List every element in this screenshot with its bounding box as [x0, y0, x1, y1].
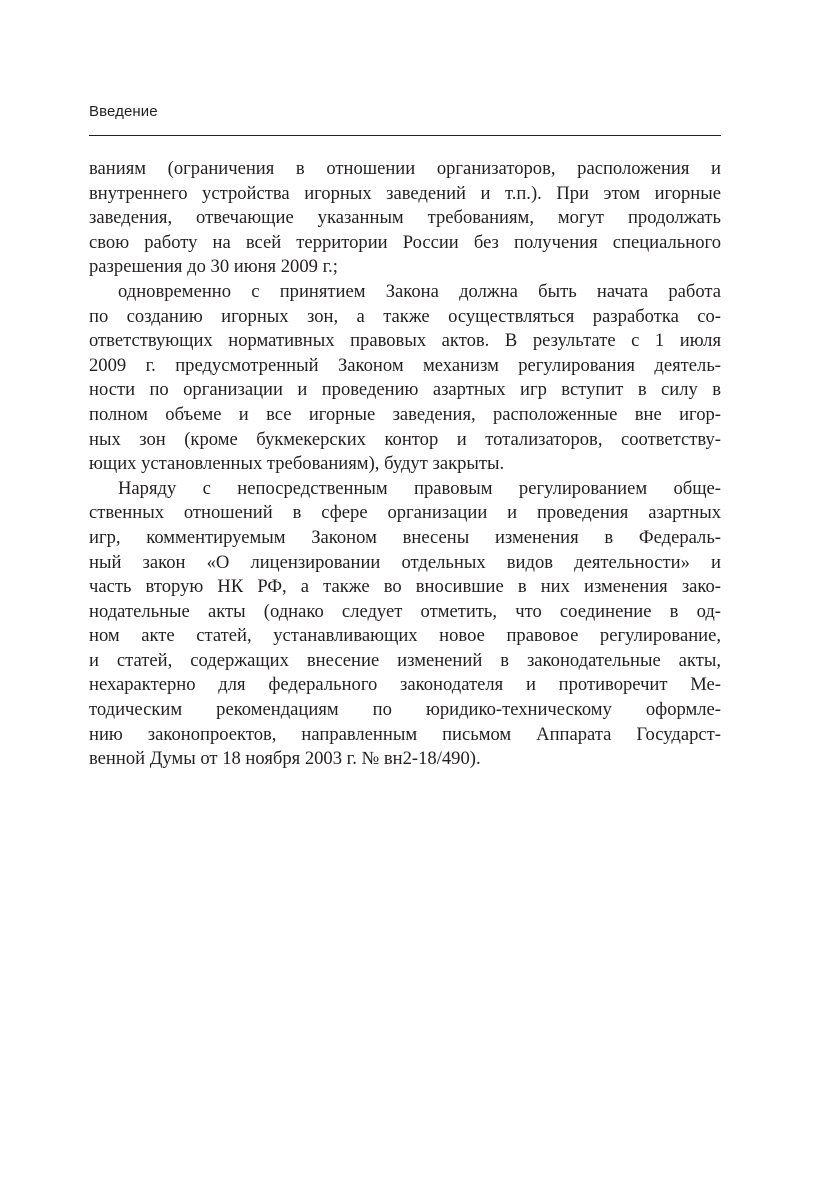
- text-line: заведения, отвечающие указанным требованиям, могут продолжать: [89, 207, 721, 229]
- running-head-title: Введение: [89, 103, 158, 120]
- text-line: внутреннего устройства игорных заведений и т.п.). При этом игорные: [89, 182, 721, 204]
- text-line: ющих установленных требованиям), будут закрыты.: [89, 453, 505, 475]
- text-line: ности по организации и проведению азартных игр вступит в силу в: [89, 379, 721, 401]
- text-line: свою работу на всей территории России без получения специального: [89, 231, 721, 253]
- text-line: игр, комментируемым Законом внесены изменения в Федераль-: [89, 526, 721, 548]
- text-line: Наряду с непосредственным правовым регулированием обще-: [118, 477, 721, 499]
- text-line: по созданию игорных зон, а также осуществляться разработка со-: [89, 305, 721, 327]
- text-line: и статей, содержащих внесение изменений в законодательные акты,: [89, 649, 721, 671]
- text-line: нехарактерно для федерального законодателя и противоречит Ме-: [89, 674, 721, 696]
- text-line: полном объеме и все игорные заведения, расположенные вне игор-: [89, 403, 721, 425]
- text-line: разрешения до 30 июня 2009 г.;: [89, 256, 338, 278]
- text-line: ваниям (ограничения в отношении организаторов, расположения и: [89, 158, 721, 179]
- page-header: [89, 101, 721, 136]
- text-line: нодательные акты (однако следует отметить, что соединение в од-: [89, 600, 721, 622]
- text-line: 2009 г. предусмотренный Законом механизм регулирования деятель-: [89, 354, 721, 376]
- text-line: ном акте статей, устанавливающих новое правовое регулирование,: [89, 625, 721, 647]
- body-text: [89, 157, 721, 772]
- text-line: венной Думы от 18 ноября 2003 г. № вн2-18/490).: [89, 748, 481, 770]
- text-line: часть вторую НК РФ, а также во вносившие в них изменения зако-: [89, 576, 721, 598]
- text-line: одновременно с принятием Закона должна быть начата работа: [118, 280, 721, 302]
- text-line: ный закон «О лицензировании отдельных видов деятельности» и: [89, 551, 721, 573]
- text-line: нию законопроектов, направленным письмом Аппарата Государст-: [89, 723, 721, 745]
- text-line: тодическим рекомендациям по юридико-техническому оформле-: [89, 699, 721, 721]
- text-line: ственных отношений в сфере организации и проведения азартных: [89, 502, 721, 524]
- text-line: ответствующих нормативных правовых актов. В результате с 1 июля: [89, 330, 721, 352]
- text-line: ных зон (кроме букмекерских контор и тотализаторов, соответству-: [89, 428, 721, 450]
